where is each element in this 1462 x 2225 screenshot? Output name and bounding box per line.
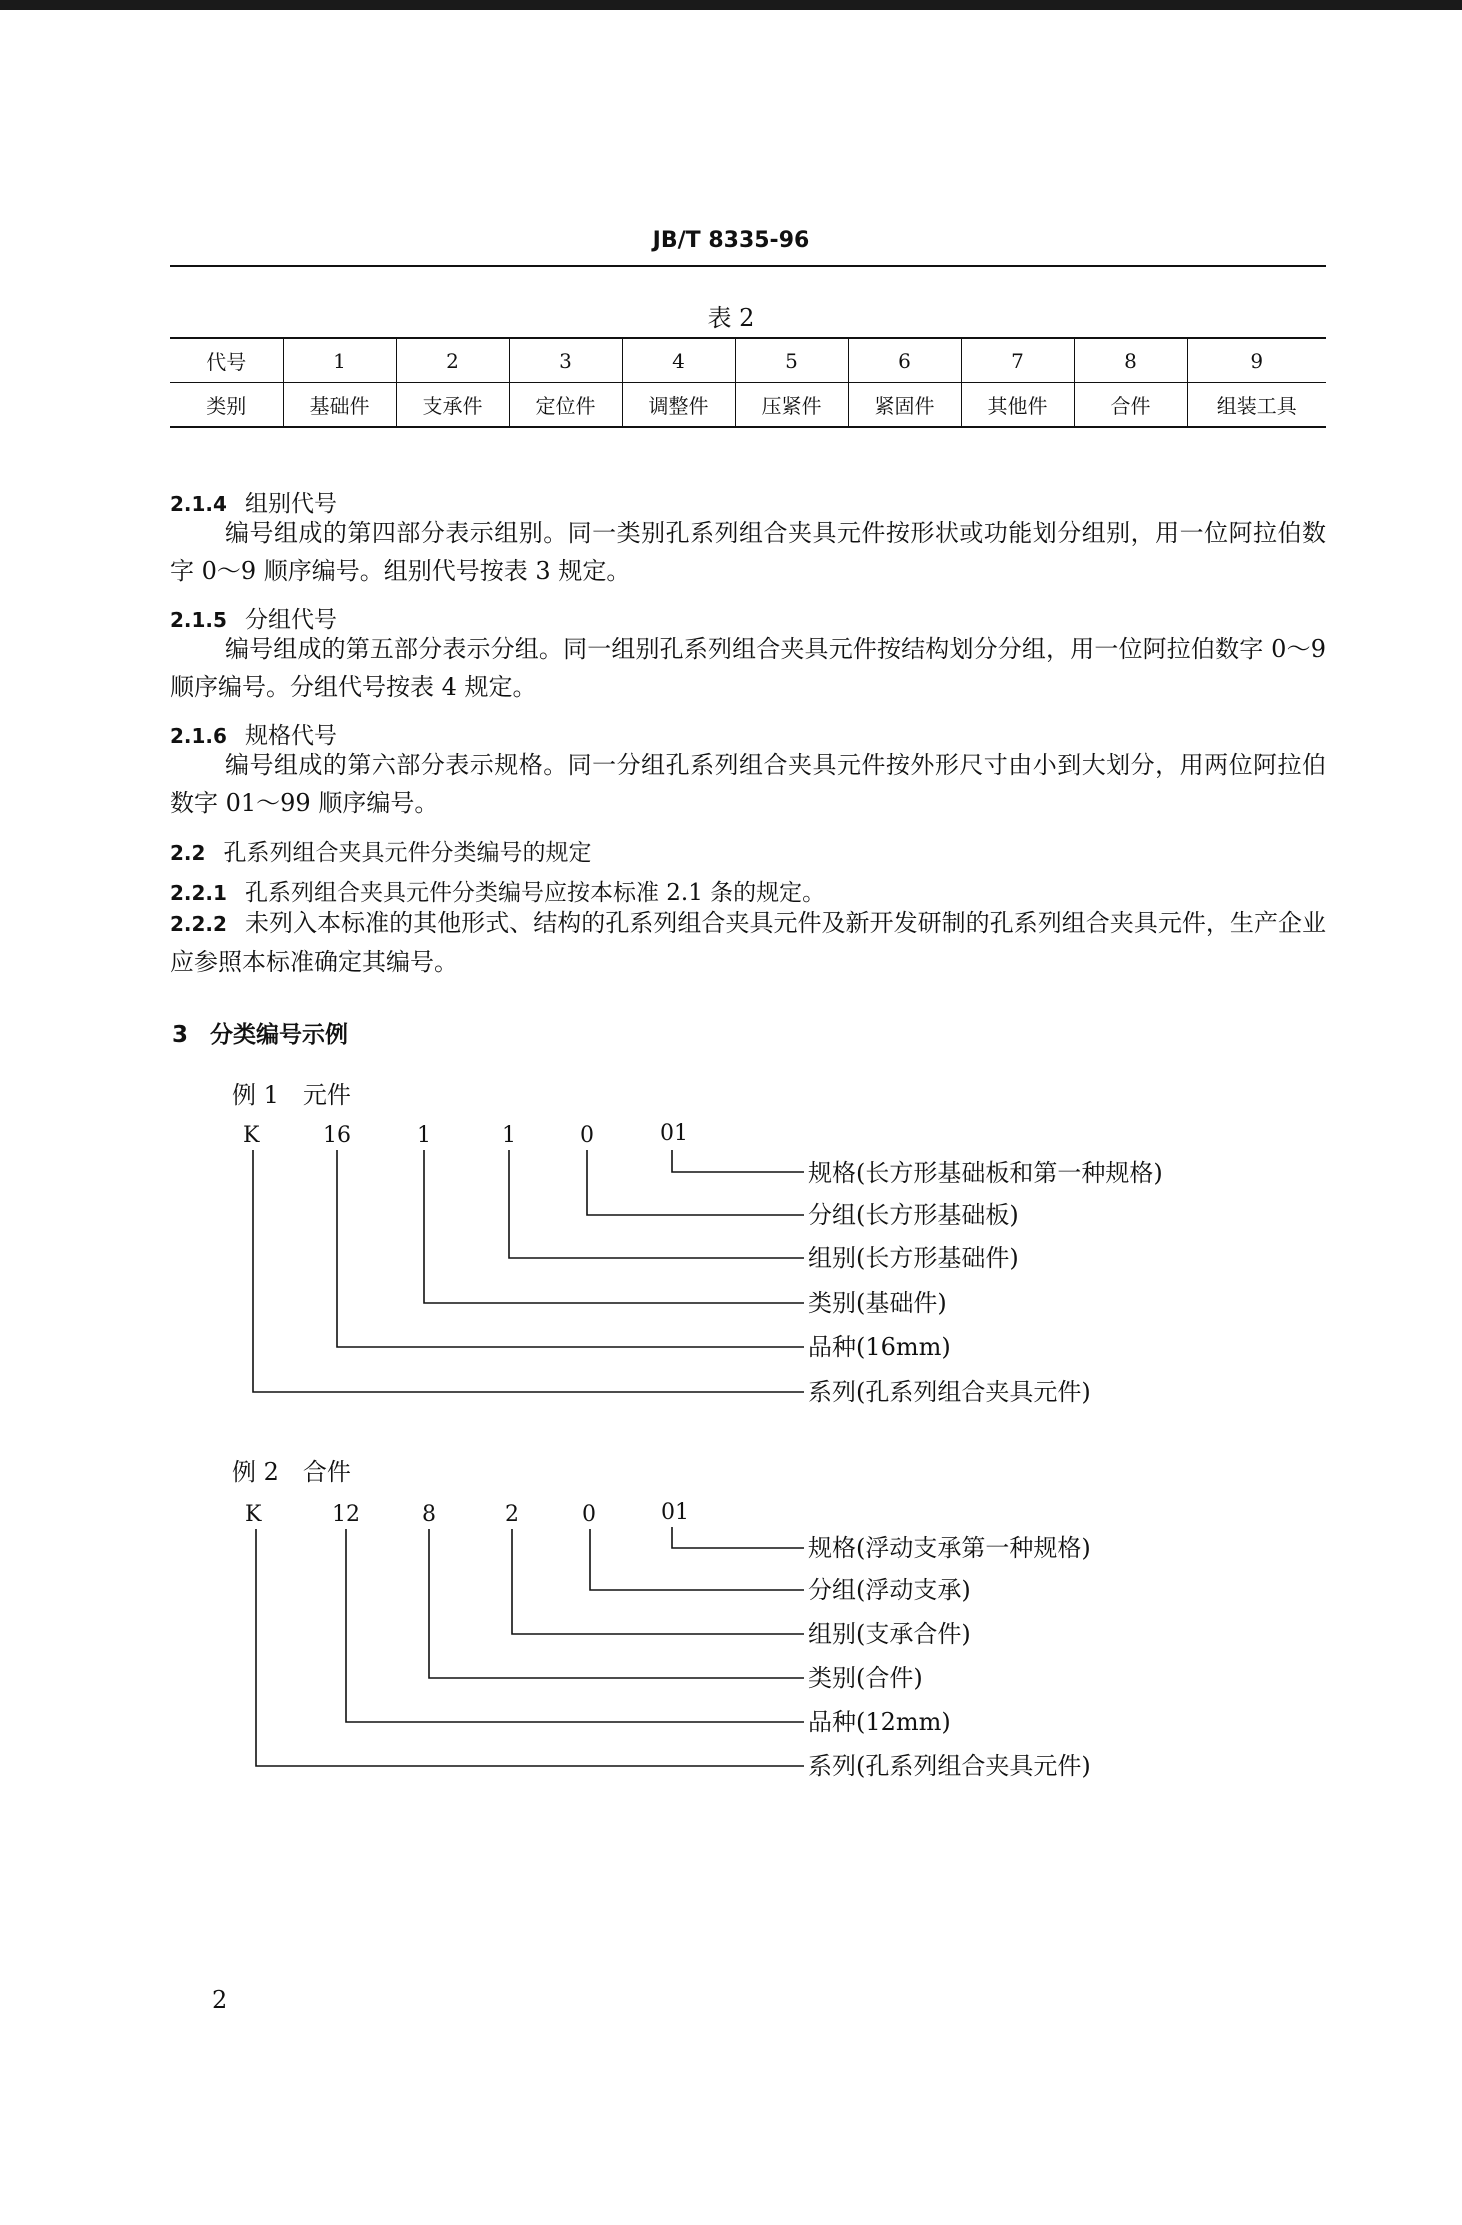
table-cell: 调整件: [622, 383, 735, 428]
example2-label-spec: 规格(浮动支承第一种规格): [808, 1534, 1091, 1562]
table-cell: 6: [848, 338, 961, 383]
table-cell: 3: [509, 338, 622, 383]
section-text-2-1-4: 编号组成的第四部分表示组别。同一类别孔系列组合夹具元件按形状或功能划分组别，用一位阿拉伯数字 0～9 顺序编号。组别代号按表 3 规定。: [170, 519, 1326, 585]
example2-code-series: K: [245, 1502, 262, 1527]
section-heading-3: 3 分类编号示例: [172, 1022, 349, 1048]
table-cell: 1: [283, 338, 396, 383]
example1-code-spec: 01: [660, 1121, 688, 1146]
example2-code-spec: 01: [661, 1500, 689, 1525]
example2-label-subgroup: 分组(浮动支承): [808, 1576, 971, 1604]
page-number: 2: [212, 1986, 228, 2014]
section-heading-2-1-6: 2.1.6 规格代号: [170, 723, 337, 749]
example2-title: 例 2 合件: [232, 1458, 351, 1486]
example2-connectors: [256, 1527, 804, 1766]
row-header: 代号: [170, 338, 283, 383]
table-title: 表 2: [707, 304, 755, 332]
table-cell: 2: [396, 338, 509, 383]
example1-code-category: 1: [417, 1123, 431, 1148]
table-cell: 9: [1187, 338, 1326, 383]
section-2-2-1: 2.2.1 孔系列组合夹具元件分类编号应按本标准 2.1 条的规定。: [170, 880, 826, 906]
section-text-2-1-5: 编号组成的第五部分表示分组。同一组别孔系列组合夹具元件按结构划分分组，用一位阿拉伯数字 0～9 顺序编号。分组代号按表 4 规定。: [170, 635, 1326, 701]
example1-connectors: [253, 1150, 804, 1392]
table-cell: 定位件: [509, 383, 622, 428]
table-cell: 压紧件: [735, 383, 848, 428]
example2-code-group: 2: [505, 1502, 519, 1527]
example1-connector-series: [253, 1150, 804, 1392]
example2-code-variety: 12: [332, 1502, 360, 1527]
table-cell: 7: [961, 338, 1074, 383]
section-heading-2-2: 2.2 孔系列组合夹具元件分类编号的规定: [170, 840, 592, 866]
example2-connector-spec: [672, 1527, 804, 1548]
table-cell: 基础件: [283, 383, 396, 428]
example1-label-variety: 品种(16mm): [808, 1333, 951, 1361]
example1-connector-group: [509, 1150, 804, 1258]
example2-label-group: 组别(支承合件): [808, 1620, 971, 1648]
section-2-2-2: 2.2.2 未列入本标准的其他形式、结构的孔系列组合夹具元件及新开发研制的孔系列组合夹具元件，生产企业应参照本标准确定其编号。: [170, 909, 1326, 976]
table-cell: 支承件: [396, 383, 509, 428]
example2-connector-variety: [346, 1529, 804, 1722]
example1-label-group: 组别(长方形基础件): [808, 1244, 1019, 1272]
section-text-2-1-6: 编号组成的第六部分表示规格。同一分组孔系列组合夹具元件按外形尺寸由小到大划分，用两位阿拉伯数字 01～99 顺序编号。: [170, 751, 1326, 817]
example1-connector-spec: [672, 1150, 804, 1172]
example2-code-category: 8: [422, 1502, 436, 1527]
table-cell: 其他件: [961, 383, 1074, 428]
example2-code-subgroup: 0: [582, 1502, 596, 1527]
example2-connector-group: [512, 1529, 804, 1634]
row-header: 类别: [170, 383, 283, 428]
table-cell: 紧固件: [848, 383, 961, 428]
section-heading-2-1-5: 2.1.5 分组代号: [170, 607, 337, 633]
example1-title: 例 1 元件: [232, 1081, 351, 1109]
example1-label-series: 系列(孔系列组合夹具元件): [808, 1378, 1091, 1406]
standard-code: JB/T 8335-96: [652, 228, 810, 253]
example2-connector-category: [429, 1529, 804, 1678]
example1-label-category: 类别(基础件): [808, 1289, 947, 1317]
example1-code-series: K: [243, 1123, 260, 1148]
example1-label-subgroup: 分组(长方形基础板): [808, 1201, 1019, 1229]
example2-connector-subgroup: [590, 1529, 804, 1590]
example2-connector-series: [256, 1529, 804, 1766]
example2-label-variety: 品种(12mm): [808, 1708, 951, 1736]
example1-connector-category: [424, 1150, 804, 1303]
example1-code-variety: 16: [323, 1123, 351, 1148]
example1-connector-subgroup: [587, 1150, 804, 1215]
example2-label-series: 系列(孔系列组合夹具元件): [808, 1752, 1091, 1780]
example2-label-category: 类别(合件): [808, 1664, 923, 1692]
example1-code-subgroup: 0: [580, 1123, 594, 1148]
section-heading-2-1-4: 2.1.4 组别代号: [170, 491, 337, 517]
table-cell: 组装工具: [1187, 383, 1326, 428]
example1-connector-variety: [337, 1150, 804, 1347]
table-cell: 5: [735, 338, 848, 383]
example1-code-group: 1: [502, 1123, 516, 1148]
table-cell: 合件: [1074, 383, 1187, 428]
example1-label-spec: 规格(长方形基础板和第一种规格): [808, 1159, 1163, 1187]
table-cell: 4: [622, 338, 735, 383]
table-cell: 8: [1074, 338, 1187, 383]
